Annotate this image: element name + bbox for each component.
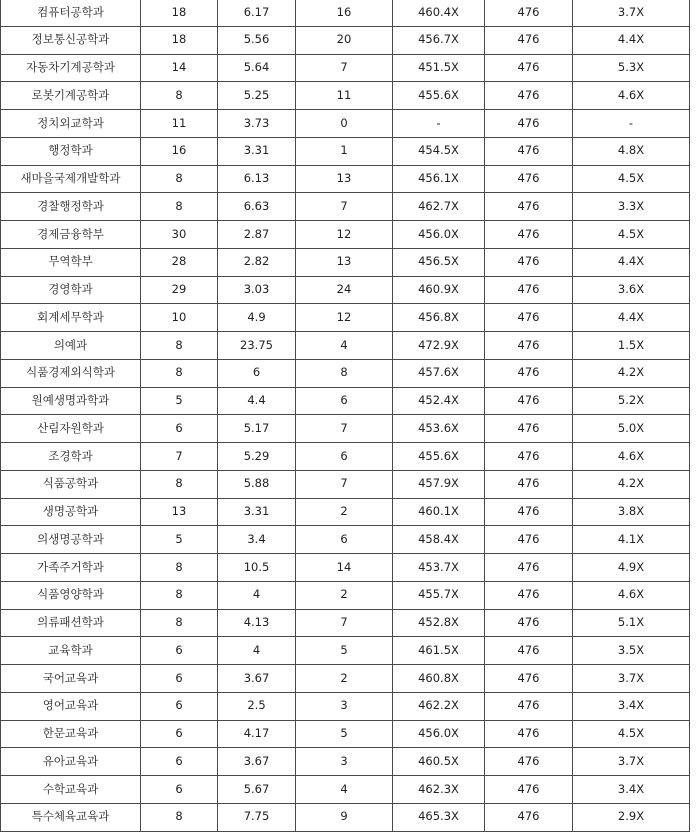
score-cell: 457.6X [393,359,485,387]
competition-rate-cell: 6.13 [218,165,296,193]
max-score-cell: 476 [485,692,573,720]
max-score-cell: 476 [485,443,573,471]
max-score-cell: 476 [485,526,573,554]
table-row [1,193,690,221]
department-cell: 영어교육과 [1,692,141,720]
max-score-cell: 476 [485,720,573,748]
quota-cell: 8 [141,165,218,193]
gap-cell: 3.4X [573,692,690,720]
department-cell: 자동차기계공학과 [1,54,141,82]
gap-cell: 4.5X [573,720,690,748]
quota-cell: 6 [141,720,218,748]
gap-cell: 4.9X [573,554,690,582]
table-row [1,665,690,693]
competition-rate-cell: 6.17 [218,0,296,26]
gap-cell: 3.7X [573,0,690,26]
competition-rate-cell: 6 [218,359,296,387]
quota-cell: 5 [141,387,218,415]
quota-cell: 11 [141,110,218,138]
gap-cell: 2.9X [573,803,690,831]
gap-cell: 5.1X [573,609,690,637]
department-cell: 로봇기계공학과 [1,82,141,110]
quota-cell: 29 [141,276,218,304]
table-row [1,221,690,249]
gap-cell: 3.7X [573,748,690,776]
table-row [1,609,690,637]
rank-cell: 0 [296,110,393,138]
competition-rate-cell: 2.5 [218,692,296,720]
gap-cell: 3.6X [573,276,690,304]
gap-cell: 3.7X [573,665,690,693]
quota-cell: 6 [141,637,218,665]
quota-cell: 6 [141,665,218,693]
table-row [1,165,690,193]
table-row [1,137,690,165]
rank-cell: 2 [296,581,393,609]
max-score-cell: 476 [485,776,573,804]
table-row [1,720,690,748]
department-cell: 무역학부 [1,248,141,276]
department-cell: 컴퓨터공학과 [1,0,141,26]
gap-cell: 4.2X [573,470,690,498]
max-score-cell: 476 [485,193,573,221]
score-cell: 460.9X [393,276,485,304]
competition-rate-cell: 5.67 [218,776,296,804]
gap-cell: 5.3X [573,54,690,82]
score-cell: 456.0X [393,720,485,748]
table-row [1,359,690,387]
score-cell: 462.2X [393,692,485,720]
max-score-cell: 476 [485,554,573,582]
max-score-cell: 476 [485,248,573,276]
competition-rate-cell: 5.64 [218,54,296,82]
table-row [1,554,690,582]
quota-cell: 8 [141,193,218,221]
table-row [1,82,690,110]
rank-cell: 20 [296,26,393,54]
max-score-cell: 476 [485,26,573,54]
rank-cell: 13 [296,248,393,276]
rank-cell: 7 [296,415,393,443]
quota-cell: 14 [141,54,218,82]
table-row [1,332,690,360]
quota-cell: 8 [141,359,218,387]
rank-cell: 6 [296,387,393,415]
gap-cell: 1.5X [573,332,690,360]
score-cell: 456.7X [393,26,485,54]
rank-cell: 2 [296,498,393,526]
competition-rate-cell: 3.4 [218,526,296,554]
score-cell: 461.5X [393,637,485,665]
quota-cell: 8 [141,554,218,582]
competition-rate-cell: 3.03 [218,276,296,304]
max-score-cell: 476 [485,498,573,526]
score-cell: 462.3X [393,776,485,804]
competition-rate-cell: 5.56 [218,26,296,54]
competition-rate-cell: 5.88 [218,470,296,498]
max-score-cell: 476 [485,581,573,609]
department-cell: 식품영양학과 [1,581,141,609]
gap-cell: 5.0X [573,415,690,443]
rank-cell: 8 [296,359,393,387]
quota-cell: 8 [141,470,218,498]
competition-rate-cell: 4.13 [218,609,296,637]
department-cell: 가족주거학과 [1,554,141,582]
department-cell: 생명공학과 [1,498,141,526]
score-cell: 460.8X [393,665,485,693]
department-cell: 경영학과 [1,276,141,304]
quota-cell: 8 [141,581,218,609]
table-row [1,54,690,82]
rank-cell: 3 [296,748,393,776]
department-cell: 원예생명과학과 [1,387,141,415]
gap-cell: 4.6X [573,581,690,609]
table-row [1,276,690,304]
competition-rate-cell: 4 [218,581,296,609]
quota-cell: 28 [141,248,218,276]
score-cell: 453.6X [393,415,485,443]
quota-cell: 5 [141,526,218,554]
score-cell: 458.4X [393,526,485,554]
max-score-cell: 476 [485,0,573,26]
rank-cell: 12 [296,304,393,332]
competition-rate-cell: 3.67 [218,748,296,776]
score-cell: 455.6X [393,443,485,471]
rank-cell: 24 [296,276,393,304]
rank-cell: 1 [296,137,393,165]
max-score-cell: 476 [485,387,573,415]
quota-cell: 8 [141,82,218,110]
gap-cell: 4.1X [573,526,690,554]
department-cell: 수학교육과 [1,776,141,804]
score-cell: 451.5X [393,54,485,82]
table-body [1,0,690,831]
department-cell: 의예과 [1,332,141,360]
gap-cell: 4.2X [573,359,690,387]
rank-cell: 6 [296,443,393,471]
max-score-cell: 476 [485,54,573,82]
rank-cell: 6 [296,526,393,554]
table-row [1,443,690,471]
quota-cell: 18 [141,26,218,54]
rank-cell: 5 [296,720,393,748]
department-cell: 국어교육과 [1,665,141,693]
department-cell: 회계세무학과 [1,304,141,332]
score-cell: 452.4X [393,387,485,415]
rank-cell: 5 [296,637,393,665]
table-row [1,637,690,665]
quota-cell: 30 [141,221,218,249]
quota-cell: 18 [141,0,218,26]
max-score-cell: 476 [485,637,573,665]
quota-cell: 13 [141,498,218,526]
department-cell: 의생명공학과 [1,526,141,554]
quota-cell: 8 [141,803,218,831]
gap-cell: 4.4X [573,304,690,332]
table-row [1,803,690,831]
table-row [1,415,690,443]
department-cell: 경제금융학부 [1,221,141,249]
score-cell: 455.7X [393,581,485,609]
max-score-cell: 476 [485,748,573,776]
quota-cell: 6 [141,748,218,776]
max-score-cell: 476 [485,304,573,332]
rank-cell: 4 [296,776,393,804]
department-cell: 식품경제외식학과 [1,359,141,387]
gap-cell: 4.5X [573,165,690,193]
gap-cell: 3.8X [573,498,690,526]
rank-cell: 14 [296,554,393,582]
quota-cell: 6 [141,692,218,720]
rank-cell: 16 [296,0,393,26]
table-row [1,581,690,609]
max-score-cell: 476 [485,470,573,498]
score-cell: - [393,110,485,138]
gap-cell: - [573,110,690,138]
gap-cell: 4.6X [573,443,690,471]
competition-rate-cell: 5.17 [218,415,296,443]
score-cell: 456.1X [393,165,485,193]
table-row [1,776,690,804]
rank-cell: 4 [296,332,393,360]
department-cell: 한문교육과 [1,720,141,748]
score-cell: 453.7X [393,554,485,582]
score-cell: 472.9X [393,332,485,360]
department-cell: 식품공학과 [1,470,141,498]
rank-cell: 3 [296,692,393,720]
competition-rate-cell: 5.25 [218,82,296,110]
table-row [1,26,690,54]
quota-cell: 8 [141,332,218,360]
competition-rate-cell: 3.31 [218,498,296,526]
score-cell: 460.1X [393,498,485,526]
gap-cell: 3.3X [573,193,690,221]
department-cell: 정보통신공학과 [1,26,141,54]
table-row [1,498,690,526]
max-score-cell: 476 [485,137,573,165]
score-cell: 454.5X [393,137,485,165]
department-cell: 새마을국제개발학과 [1,165,141,193]
max-score-cell: 476 [485,359,573,387]
department-cell: 경찰행정학과 [1,193,141,221]
rank-cell: 11 [296,82,393,110]
rank-cell: 7 [296,609,393,637]
table-row [1,248,690,276]
score-cell: 452.8X [393,609,485,637]
max-score-cell: 476 [485,82,573,110]
score-cell: 456.8X [393,304,485,332]
table-row [1,470,690,498]
competition-rate-cell: 4.9 [218,304,296,332]
competition-rate-cell: 3.67 [218,665,296,693]
max-score-cell: 476 [485,803,573,831]
department-cell: 교육학과 [1,637,141,665]
competition-rate-cell: 6.63 [218,193,296,221]
department-cell: 정치외교학과 [1,110,141,138]
gap-cell: 4.4X [573,26,690,54]
rank-cell: 7 [296,193,393,221]
score-cell: 460.5X [393,748,485,776]
max-score-cell: 476 [485,332,573,360]
department-cell: 행정학과 [1,137,141,165]
score-cell: 457.9X [393,470,485,498]
table-row [1,526,690,554]
max-score-cell: 476 [485,221,573,249]
competition-rate-cell: 23.75 [218,332,296,360]
table-row [1,387,690,415]
department-cell: 산림자원학과 [1,415,141,443]
department-cell: 조경학과 [1,443,141,471]
table-row [1,304,690,332]
quota-cell: 8 [141,609,218,637]
score-cell: 455.6X [393,82,485,110]
max-score-cell: 476 [485,110,573,138]
rank-cell: 12 [296,221,393,249]
rank-cell: 7 [296,54,393,82]
table-row [1,748,690,776]
department-cell: 유아교육과 [1,748,141,776]
gap-cell: 4.6X [573,82,690,110]
competition-rate-cell: 10.5 [218,554,296,582]
rank-cell: 13 [296,165,393,193]
competition-rate-cell: 7.75 [218,803,296,831]
quota-cell: 7 [141,443,218,471]
max-score-cell: 476 [485,165,573,193]
table-row [1,110,690,138]
gap-cell: 3.5X [573,637,690,665]
score-cell: 465.3X [393,803,485,831]
competition-rate-cell: 4.4 [218,387,296,415]
quota-cell: 16 [141,137,218,165]
competition-rate-cell: 2.87 [218,221,296,249]
max-score-cell: 476 [485,415,573,443]
gap-cell: 4.4X [573,248,690,276]
competition-rate-cell: 4.17 [218,720,296,748]
rank-cell: 7 [296,470,393,498]
quota-cell: 6 [141,776,218,804]
competition-rate-cell: 2.82 [218,248,296,276]
gap-cell: 4.8X [573,137,690,165]
score-cell: 456.5X [393,248,485,276]
gap-cell: 5.2X [573,387,690,415]
department-cell: 의류패션학과 [1,609,141,637]
score-cell: 456.0X [393,221,485,249]
score-cell: 462.7X [393,193,485,221]
max-score-cell: 476 [485,609,573,637]
competition-rate-cell: 3.31 [218,137,296,165]
rank-cell: 2 [296,665,393,693]
quota-cell: 10 [141,304,218,332]
table-row [1,692,690,720]
competition-rate-cell: 5.29 [218,443,296,471]
max-score-cell: 476 [485,276,573,304]
gap-cell: 3.4X [573,776,690,804]
department-cell: 특수체육교육과 [1,803,141,831]
competition-rate-cell: 4 [218,637,296,665]
competition-rate-cell: 3.73 [218,110,296,138]
gap-cell: 4.5X [573,221,690,249]
max-score-cell: 476 [485,665,573,693]
rank-cell: 9 [296,803,393,831]
quota-cell: 6 [141,415,218,443]
table-row [1,0,690,26]
score-cell: 460.4X [393,0,485,26]
